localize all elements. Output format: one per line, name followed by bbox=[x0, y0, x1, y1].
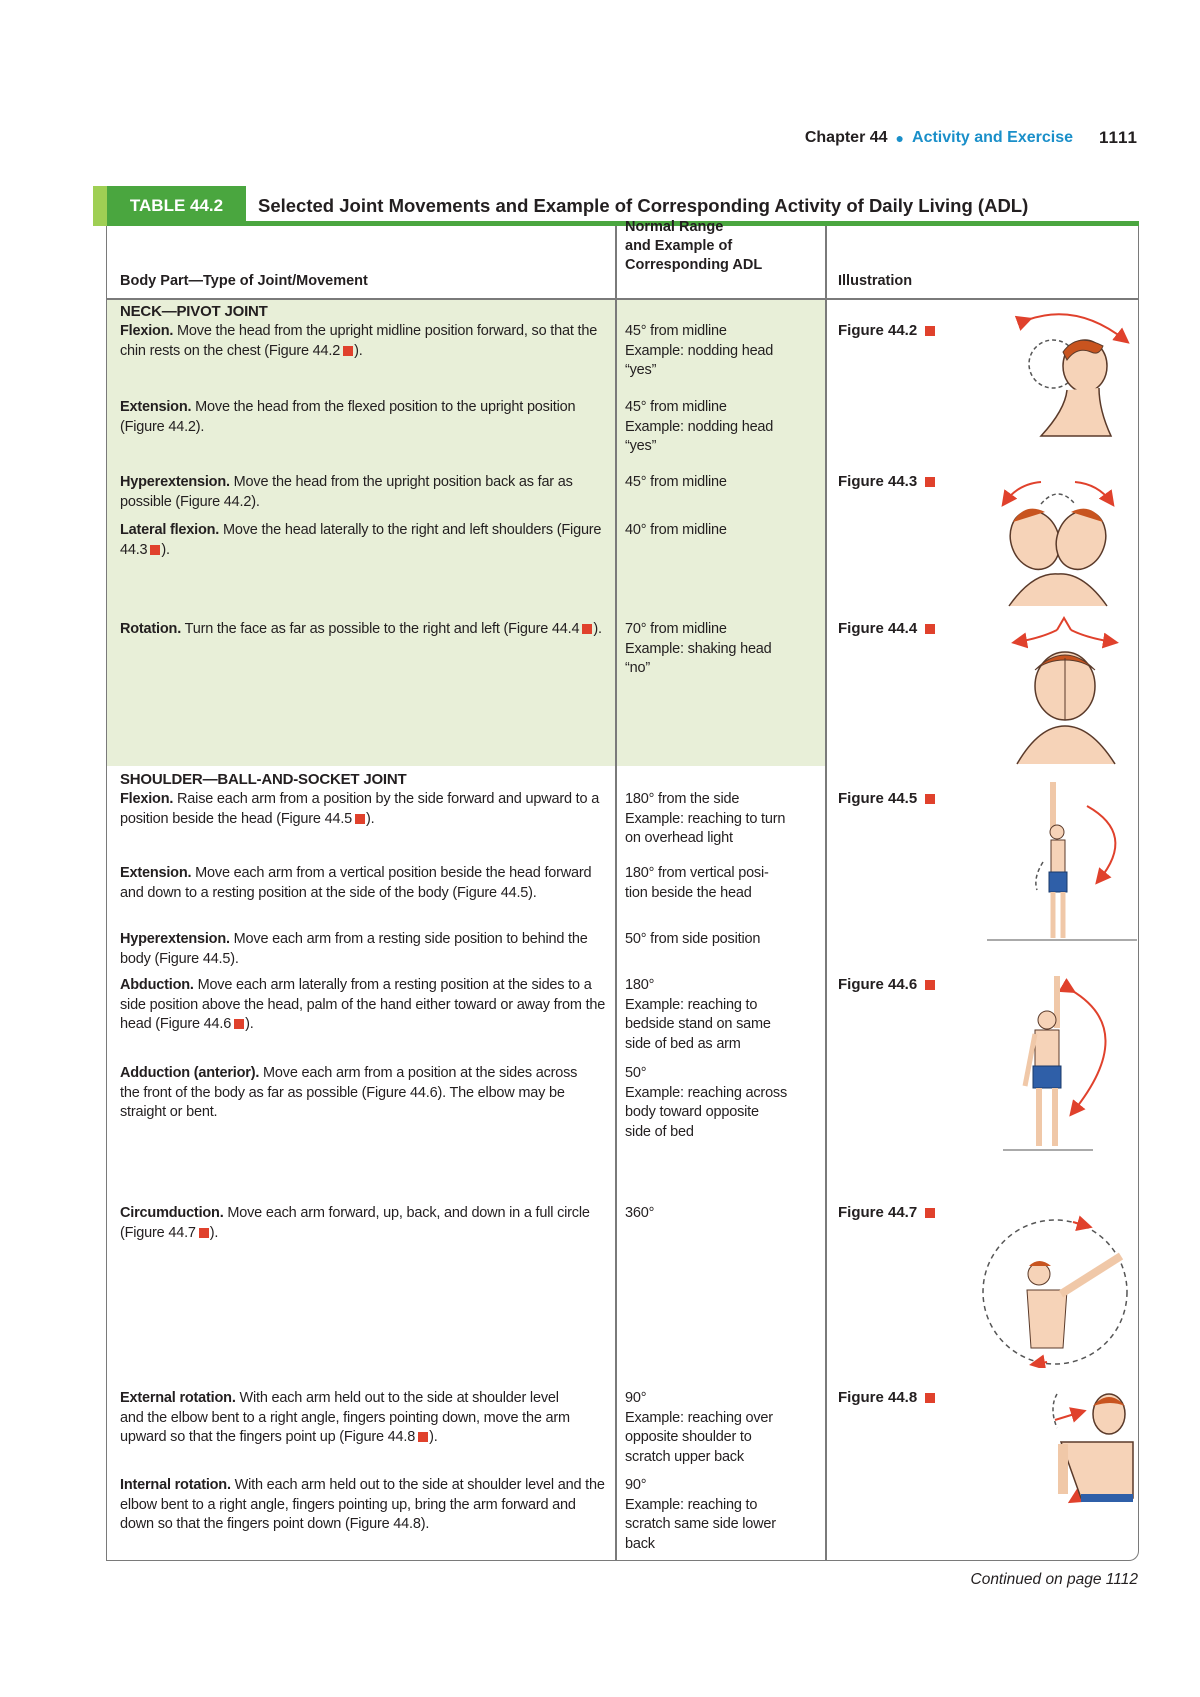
range-line: Example: reaching to turn bbox=[625, 810, 786, 827]
shoulder-circumduction-description bbox=[120, 1204, 610, 1243]
neck-extension-description bbox=[120, 398, 610, 437]
description: With each arm held out to the side at shoulder level and the elbow bent to a right angle, fingers pointing up, bring the arm forward and down so that the fingers point down (Figure 44.8). bbox=[120, 1477, 605, 1532]
header-line: and Example of bbox=[625, 238, 733, 254]
term: Flexion. bbox=[120, 323, 174, 339]
shoulder-extension-description bbox=[120, 864, 610, 903]
range-line: 180° from the side bbox=[625, 791, 740, 807]
figure-marker-icon bbox=[234, 1019, 244, 1029]
chapter-title: Activity and Exercise bbox=[912, 129, 1073, 146]
figure-label-text: Figure 44.4 bbox=[838, 620, 918, 637]
neck-extension-range bbox=[625, 398, 815, 457]
term: Hyperextension. bbox=[120, 931, 230, 947]
figure-marker-icon bbox=[582, 624, 592, 634]
shoulder-circumduction-range bbox=[625, 1204, 815, 1224]
range-line: Example: reaching to bbox=[625, 1496, 758, 1513]
range-line: Example: nodding head bbox=[625, 418, 774, 435]
header-normal-range bbox=[625, 218, 762, 275]
range-line: “yes” bbox=[625, 362, 657, 378]
figure-marker-icon bbox=[925, 980, 935, 990]
term: Flexion. bbox=[120, 791, 174, 807]
shoulder-flexion-description bbox=[120, 790, 610, 829]
illustration-shoulder-circumduction-icon bbox=[963, 1208, 1138, 1368]
term: Internal rotation. bbox=[120, 1477, 231, 1493]
term: Rotation. bbox=[120, 621, 182, 637]
range-line: 90° bbox=[625, 1477, 647, 1493]
range-line: 50° from side position bbox=[625, 931, 761, 947]
shoulder-adduction-description bbox=[120, 1064, 580, 1123]
header-body-part: Body Part—Type of Joint/Movement bbox=[120, 273, 368, 289]
shoulder-external-rotation-description bbox=[120, 1389, 580, 1448]
description: Move the head from the upright midline position forward, so that the chin rests on the chest (Figure 44.2 bbox=[120, 323, 598, 359]
shoulder-hyperextension-description bbox=[120, 930, 610, 969]
range-line: 50° bbox=[625, 1065, 647, 1081]
shoulder-abduction-description bbox=[120, 976, 610, 1035]
range-line: 180° bbox=[625, 977, 655, 993]
illustration-neck-flexion-icon bbox=[987, 306, 1132, 446]
figure-marker-icon bbox=[925, 1393, 935, 1403]
range-line: 180° from vertical posi- bbox=[625, 865, 769, 881]
figure-marker-icon bbox=[150, 545, 160, 555]
figure-label-44-2 bbox=[838, 322, 935, 339]
term: External rotation. bbox=[120, 1390, 236, 1406]
description: With each arm held out to the side at shoulder level and the elbow bent to a right angle, fingers pointing down, move the arm upward so that the fingers point up (Figure 44.8 bbox=[120, 1390, 570, 1445]
range-line: Example: shaking head bbox=[625, 640, 772, 657]
shoulder-extension-range bbox=[625, 864, 815, 903]
figure-label-text: Figure 44.2 bbox=[838, 322, 918, 339]
range-line: side of bed bbox=[625, 1123, 694, 1140]
figure-marker-icon bbox=[925, 624, 935, 634]
range-line: bedside stand on same bbox=[625, 1016, 771, 1032]
description: Raise each arm from a position by the side forward and upward to a position beside the head (Figure 44.5 bbox=[120, 791, 600, 827]
term: Extension. bbox=[120, 865, 192, 881]
range-line: 90° bbox=[625, 1390, 647, 1406]
figure-marker-icon bbox=[925, 1208, 935, 1218]
description: Move the head from the flexed position to the upright position (Figure 44.2). bbox=[120, 399, 576, 435]
tail: ). bbox=[209, 1224, 219, 1241]
term: Abduction. bbox=[120, 977, 194, 993]
range-line: Example: reaching over bbox=[625, 1409, 773, 1426]
header-divider bbox=[107, 298, 1138, 300]
shoulder-flexion-range bbox=[625, 790, 815, 849]
neck-lateral-flexion-description bbox=[120, 521, 610, 560]
range-line: “no” bbox=[625, 660, 650, 676]
illustration-neck-rotation-icon bbox=[993, 608, 1138, 768]
chapter-label: Chapter 44 bbox=[804, 129, 888, 146]
running-head bbox=[805, 128, 1138, 148]
illustration-shoulder-rotation-icon bbox=[997, 1384, 1137, 1514]
bullet-icon: ● bbox=[895, 130, 905, 146]
description: Move each arm from a resting side position to behind the body (Figure 44.5). bbox=[120, 931, 588, 967]
term: Extension. bbox=[120, 399, 192, 415]
shoulder-abduction-range bbox=[625, 976, 815, 1054]
illustration-shoulder-abduction-icon bbox=[963, 970, 1133, 1170]
table-title-bar bbox=[93, 186, 1139, 226]
figure-marker-icon bbox=[343, 346, 353, 356]
range-line: Example: nodding head bbox=[625, 342, 774, 359]
section-neck: NECK—PIVOT JOINT bbox=[120, 303, 268, 320]
neck-rotation-range bbox=[625, 620, 815, 679]
header-line: Corresponding ADL bbox=[625, 257, 763, 273]
tail: ). bbox=[161, 541, 170, 558]
figure-marker-icon bbox=[199, 1228, 209, 1238]
range-line: 70° from midline bbox=[625, 621, 727, 637]
figure-label-text: Figure 44.5 bbox=[838, 790, 918, 807]
tail: ). bbox=[354, 342, 363, 359]
description: Move each arm forward, up, back, and down in a full circle (Figure 44.7 bbox=[120, 1205, 590, 1241]
shoulder-hyperextension-range bbox=[625, 930, 815, 950]
neck-flexion-description bbox=[120, 322, 610, 361]
shoulder-external-rotation-range bbox=[625, 1389, 815, 1467]
range-line: back bbox=[625, 1535, 655, 1552]
range-line: scratch upper back bbox=[625, 1448, 744, 1465]
neck-hyperextension-description bbox=[120, 473, 610, 512]
range-line: on overhead light bbox=[625, 830, 733, 846]
figure-label-44-4 bbox=[838, 620, 935, 637]
column-divider bbox=[825, 226, 827, 1560]
figure-marker-icon bbox=[418, 1432, 428, 1442]
range-line: body toward opposite bbox=[625, 1104, 759, 1120]
range-line: 360° bbox=[625, 1205, 655, 1221]
figure-label-text: Figure 44.6 bbox=[838, 976, 918, 993]
tail: ). bbox=[366, 810, 375, 827]
figure-label-text: Figure 44.8 bbox=[838, 1389, 918, 1406]
term: Circumduction. bbox=[120, 1205, 224, 1221]
illustration-shoulder-flexion-icon bbox=[987, 768, 1137, 968]
range-line: tion beside the head bbox=[625, 884, 752, 901]
range-line: Example: reaching to bbox=[625, 996, 758, 1013]
figure-label-44-3 bbox=[838, 473, 935, 490]
range-line: Example: reaching across bbox=[625, 1084, 788, 1101]
figure-label-44-7 bbox=[838, 1204, 935, 1221]
continued-note: Continued on page 1112 bbox=[970, 1571, 1138, 1588]
joint-movements-table bbox=[106, 219, 1139, 1561]
figure-label-44-6 bbox=[838, 976, 935, 993]
neck-lateral-flexion-range bbox=[625, 521, 815, 541]
figure-label-44-8 bbox=[838, 1389, 935, 1406]
header-line: Normal Range bbox=[625, 219, 724, 235]
table-tag: TABLE 44.2 bbox=[93, 186, 246, 226]
description: Move the head laterally to the right and left shoulders (Figure 44.3 bbox=[120, 522, 602, 558]
range-line: scratch same side lower bbox=[625, 1516, 776, 1532]
column-divider bbox=[615, 226, 617, 1560]
shoulder-internal-rotation-description bbox=[120, 1476, 610, 1535]
range-line: 45° from midline bbox=[625, 399, 727, 415]
term: Lateral flexion. bbox=[120, 522, 220, 538]
range-line: 40° from midline bbox=[625, 522, 727, 538]
figure-marker-icon bbox=[925, 794, 935, 804]
range-line: 45° from midline bbox=[625, 474, 727, 490]
neck-hyperextension-range bbox=[625, 473, 815, 493]
section-shoulder: SHOULDER—BALL-AND-SOCKET JOINT bbox=[120, 771, 407, 788]
figure-label-text: Figure 44.3 bbox=[838, 473, 918, 490]
description: Move each arm from a vertical position beside the head forward and down to a resting position at the side of the body (Figure 44.5). bbox=[120, 865, 592, 901]
range-line: “yes” bbox=[625, 438, 657, 454]
figure-label-text: Figure 44.7 bbox=[838, 1204, 918, 1221]
range-line: side of bed as arm bbox=[625, 1035, 741, 1052]
range-line: 45° from midline bbox=[625, 323, 727, 339]
page-number: 1111 bbox=[1098, 128, 1138, 147]
term: Hyperextension. bbox=[120, 474, 230, 490]
table-caption: Selected Joint Movements and Example of Corresponding Activity of Daily Living (ADL) bbox=[258, 195, 1029, 216]
figure-marker-icon bbox=[925, 477, 935, 487]
description: Move each arm from a position at the sides across the front of the body as far as possible (Figure 44.6). The elbow may be straight or bent. bbox=[120, 1065, 578, 1120]
description: Turn the face as far as possible to the right and left (Figure 44.4 bbox=[184, 621, 580, 637]
tail: ). bbox=[245, 1016, 254, 1032]
shoulder-internal-rotation-range bbox=[625, 1476, 815, 1554]
figure-marker-icon bbox=[355, 814, 365, 824]
shoulder-adduction-range bbox=[625, 1064, 815, 1142]
term: Adduction (anterior). bbox=[120, 1065, 260, 1081]
neck-flexion-range bbox=[625, 322, 815, 381]
neck-rotation-description bbox=[120, 620, 610, 640]
description: Move each arm laterally from a resting position at the sides to a side position above the head, palm of the hand either toward or away from the head (Figure 44.6 bbox=[120, 977, 606, 1032]
figure-marker-icon bbox=[925, 326, 935, 336]
header-illustration: Illustration bbox=[838, 273, 913, 289]
figure-label-44-5 bbox=[838, 790, 935, 807]
tail: ). bbox=[593, 621, 602, 637]
range-line: opposite shoulder to bbox=[625, 1429, 752, 1445]
tail: ). bbox=[429, 1429, 438, 1445]
illustration-neck-lateral-flexion-icon bbox=[983, 464, 1133, 614]
description: Move the head from the upright position back as far as possible (Figure 44.2). bbox=[120, 474, 573, 510]
